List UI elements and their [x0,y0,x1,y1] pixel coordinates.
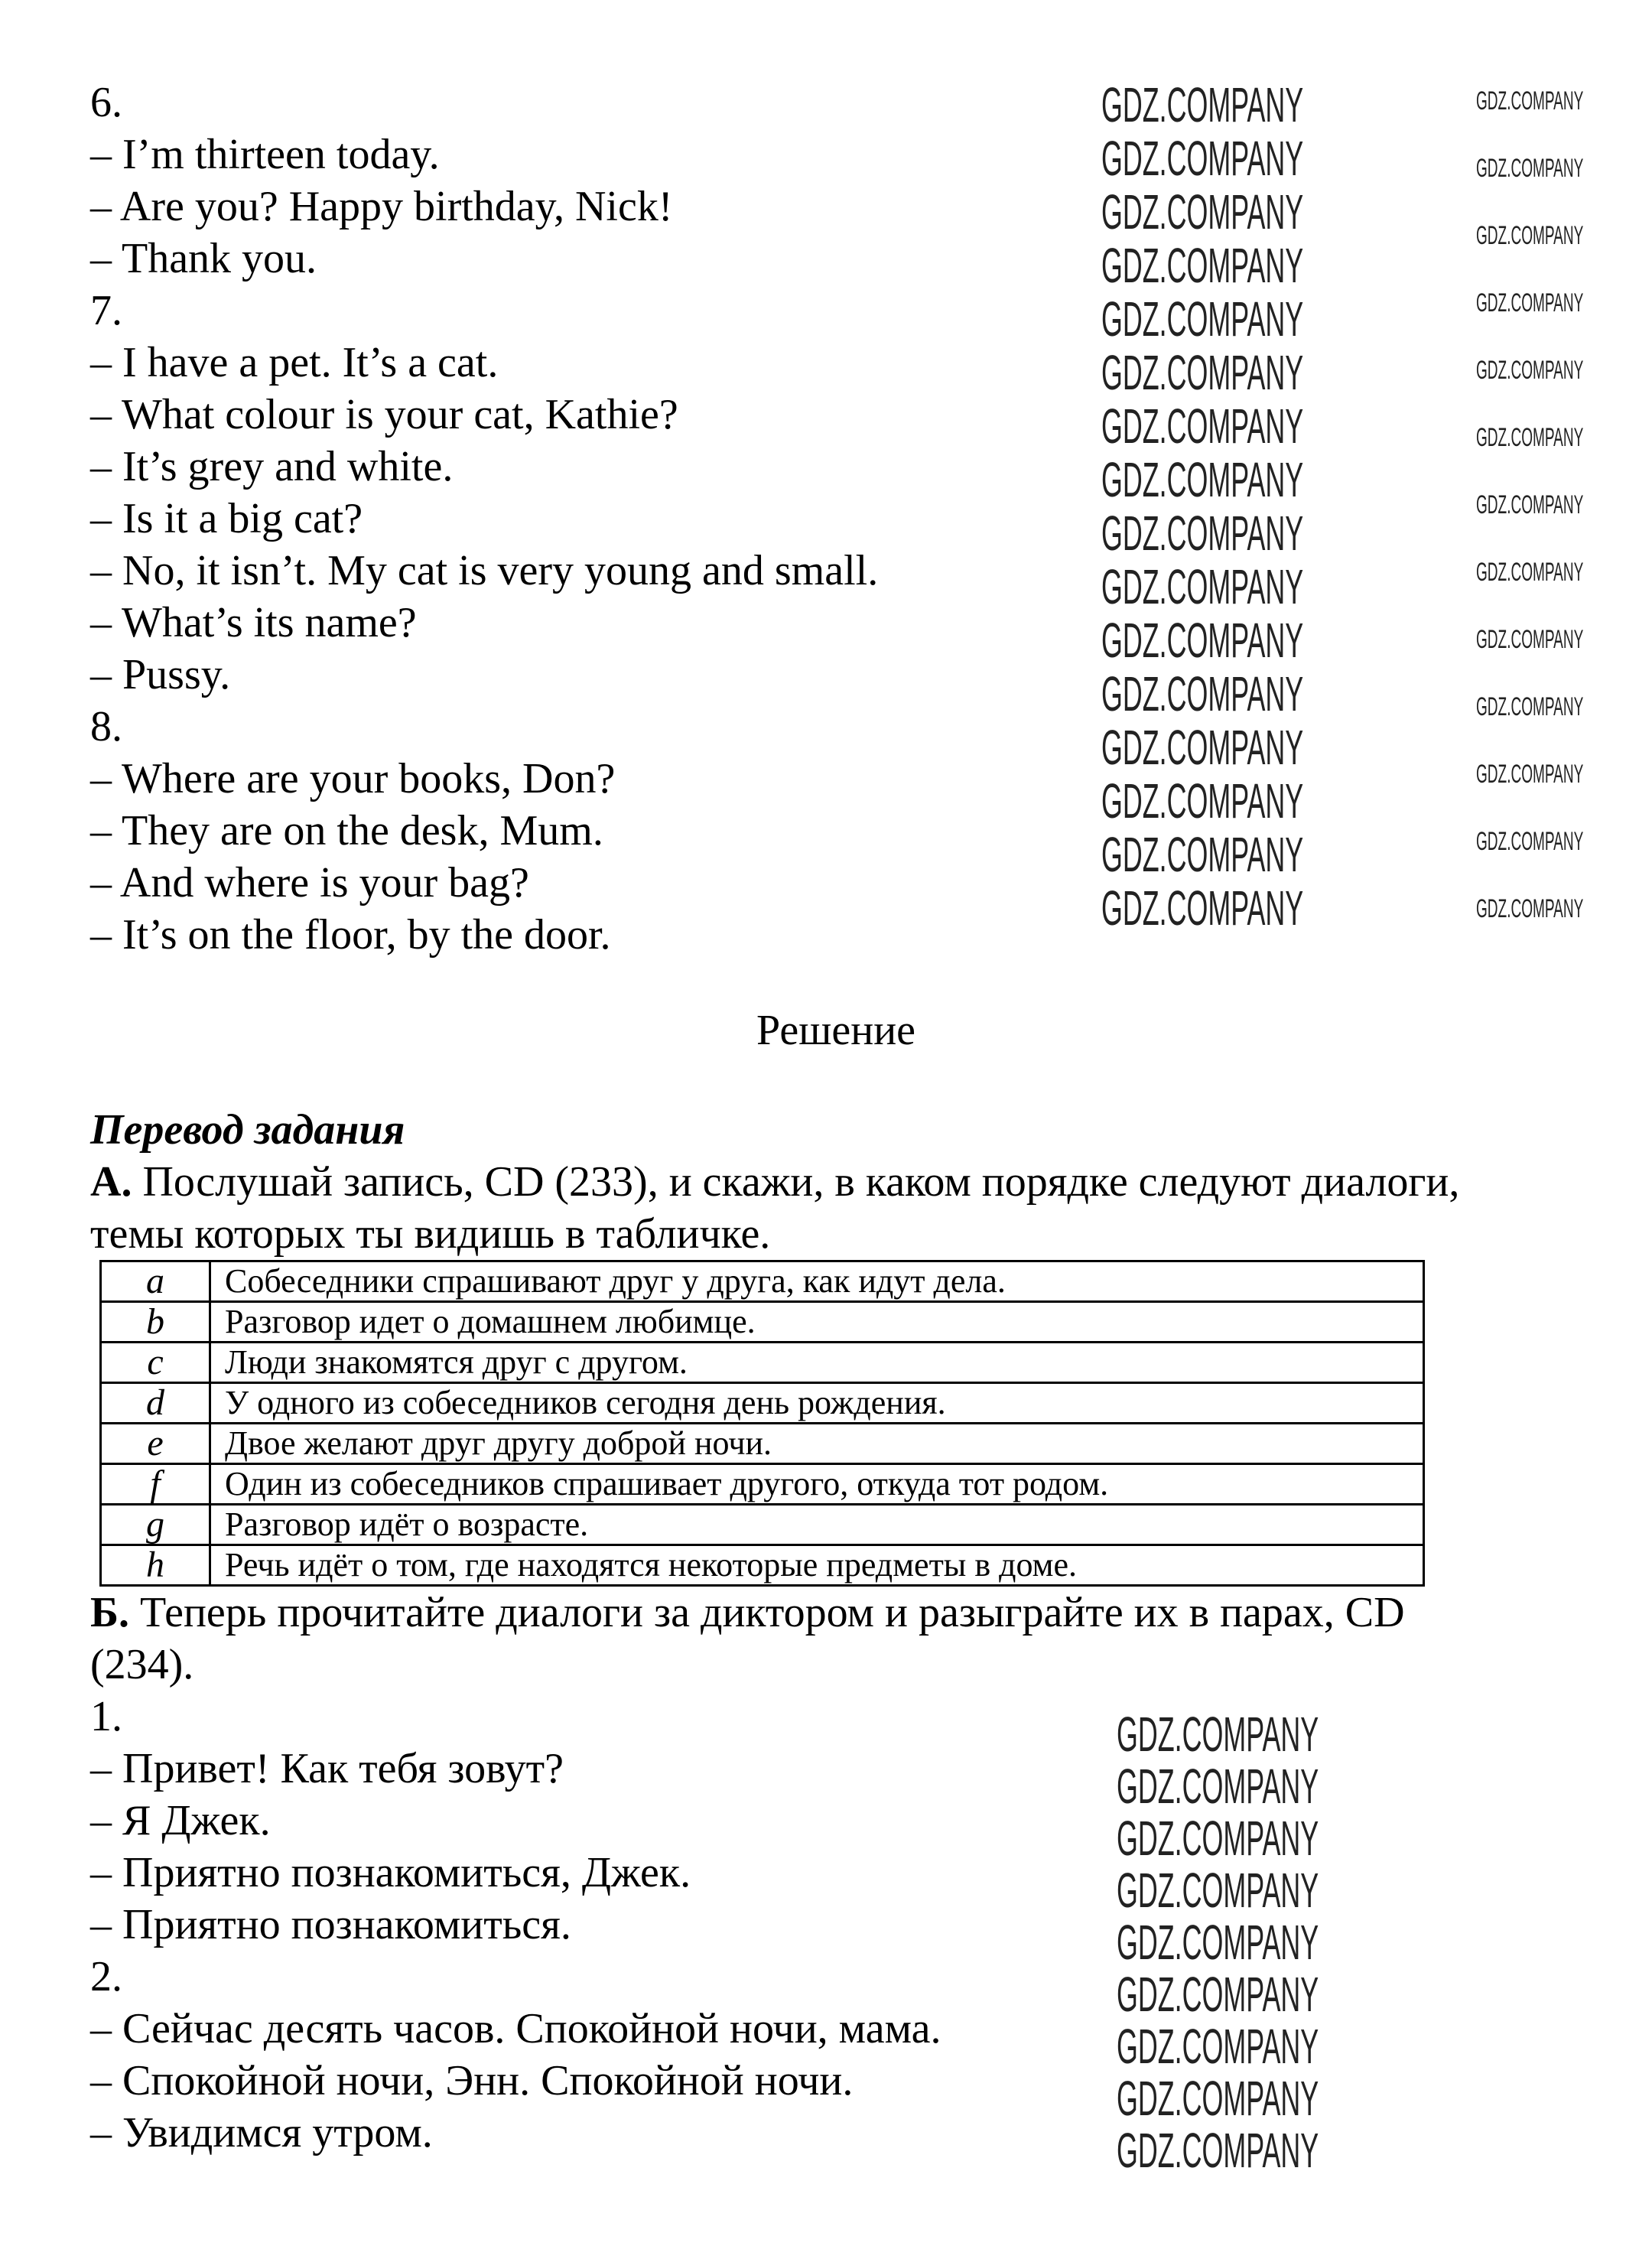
russian-dialogues [90,1691,1582,2159]
watermark: GDZ.COMPANY [1101,184,1304,239]
watermark: GDZ.COMPANY [1117,1759,1319,1814]
table-row [101,1505,1424,1545]
watermark: GDZ.COMPANY [1101,613,1304,668]
watermark: GDZ.COMPANY [1101,238,1304,293]
watermark: GDZ.COMPANY [1101,559,1304,614]
dialogue-line: – Приятно познакомиться, Джек. [90,1849,691,1896]
watermark: GDZ.COMPANY [1101,880,1304,936]
watermark: GDZ.COMPANY [1101,77,1304,132]
dialogue-line: – It’s on the floor, by the door. [90,911,611,959]
dialogue-number: 7. [90,287,122,334]
row-text: Люди знакомятся друг с другом. [210,1343,1424,1383]
row-text: Разговор идёт о возрасте. [210,1505,1424,1545]
watermark: GDZ.COMPANY [1117,1811,1319,1866]
dialogue-line: – Привет! Как тебя зовут? [90,1745,564,1792]
table-row [101,1424,1424,1464]
dialogue-line: – Приятно познакомиться. [90,1901,571,1948]
watermark: GDZ.COMPANY [1476,894,1584,923]
dialogue-number: 8. [90,703,122,750]
row-text: Один из собеседников спрашивает другого, откуда тот родом. [210,1464,1424,1505]
watermark: GDZ.COMPANY [1117,1707,1319,1762]
watermark: GDZ.COMPANY [1101,399,1304,454]
dialogue-line: – Thank you. [90,235,317,282]
watermark: GDZ.COMPANY [1476,423,1584,452]
table-row [101,1383,1424,1424]
table-row [101,1302,1424,1343]
dialogue-line: – I’m thirteen today. [90,131,440,178]
table-row [101,1464,1424,1505]
task-b-label: Б. [90,1589,130,1636]
task-a-label: А. [90,1158,132,1206]
row-letter: f [101,1464,210,1505]
dialogue-number: 1. [90,1693,122,1740]
task-a-text: Послушай запись, CD (233), и скажи, в каком порядке следуют диалоги, [132,1158,1460,1206]
watermark: GDZ.COMPANY [1476,356,1584,385]
task-a [90,1156,1459,1208]
watermark: GDZ.COMPANY [1101,773,1304,828]
watermark: GDZ.COMPANY [1101,720,1304,775]
watermark: GDZ.COMPANY [1101,291,1304,347]
row-text: Собеседники спрашивают друг у друга, как идут дела. [210,1261,1424,1302]
row-letter: e [101,1424,210,1464]
watermark: GDZ.COMPANY [1476,760,1584,789]
watermark: GDZ.COMPANY [1476,288,1584,317]
document-page [90,76,1582,2159]
task-b [90,1587,1405,1639]
dialogue-line: – Я Джек. [90,1797,271,1844]
task-b-text-continued: (234). [90,1641,194,1688]
watermark: GDZ.COMPANY [1117,2071,1319,2126]
row-text: Двое желают друг другу доброй ночи. [210,1424,1424,1464]
dialogue-line: – Сейчас десять часов. Спокойной ночи, мама. [90,2005,941,2052]
table-row [101,1343,1424,1383]
table-row [101,1261,1424,1302]
watermark: GDZ.COMPANY [1476,490,1584,519]
dialogue-line: – Увидимся утром. [90,2109,433,2156]
watermark: GDZ.COMPANY [1101,452,1304,507]
dialogue-line: – What colour is your cat, Kathie? [90,391,678,438]
watermark: GDZ.COMPANY [1117,1915,1319,1970]
watermark: GDZ.COMPANY [1476,558,1584,587]
watermark: GDZ.COMPANY [1117,2019,1319,2074]
dialogue-line: – Спокойной ночи, Энн. Спокойной ночи. [90,2057,854,2104]
dialogue-line: – Where are your books, Don? [90,755,616,802]
watermark: GDZ.COMPANY [1117,1967,1319,2022]
translation-title: Перевод задания [90,1106,405,1154]
dialogue-line: – Pussy. [90,651,231,698]
task-b-text: Теперь прочитайте диалоги за диктором и разыграйте их в парах, CD [129,1589,1405,1636]
dialogue-line: – Are you? Happy birthday, Nick! [90,183,673,230]
dialogue-line: – It’s grey and white. [90,443,454,490]
topics-table [99,1260,1425,1587]
row-text: Речь идёт о том, где находятся некоторые предметы в доме. [210,1545,1424,1586]
watermark: GDZ.COMPANY [1476,86,1584,116]
task-a-text-continued: темы которых ты видишь в табличке. [90,1210,771,1258]
watermark: GDZ.COMPANY [1101,345,1304,400]
row-letter: g [101,1505,210,1545]
dialogue-line: – No, it isn’t. My cat is very young and small. [90,547,879,594]
row-text: У одного из собеседников сегодня день рождения. [210,1383,1424,1424]
dialogue-line: – They are on the desk, Mum. [90,807,603,854]
solution-heading: Решение [756,1007,916,1054]
watermark: GDZ.COMPANY [1117,1863,1319,1918]
row-letter: b [101,1302,210,1343]
row-letter: d [101,1383,210,1424]
dialogue-line: – Is it a big cat? [90,495,363,542]
watermark: GDZ.COMPANY [1101,506,1304,561]
watermark: GDZ.COMPANY [1101,131,1304,186]
watermark: GDZ.COMPANY [1476,154,1584,183]
watermark: GDZ.COMPANY [1476,827,1584,856]
watermark: GDZ.COMPANY [1101,827,1304,882]
watermark: GDZ.COMPANY [1476,221,1584,250]
table-row [101,1545,1424,1586]
watermark: GDZ.COMPANY [1476,625,1584,654]
dialogue-number: 6. [90,79,122,126]
watermark: GDZ.COMPANY [1476,692,1584,721]
row-letter: a [101,1261,210,1302]
watermark: GDZ.COMPANY [1117,2123,1319,2178]
dialogue-line: – And where is your bag? [90,859,529,907]
dialogue-line: – I have a pet. It’s a cat. [90,339,499,386]
row-text: Разговор идет о домашнем любимце. [210,1302,1424,1343]
dialogue-number: 2. [90,1953,122,2000]
row-letter: c [101,1343,210,1383]
watermark: GDZ.COMPANY [1101,666,1304,721]
english-dialogues [90,76,1582,961]
dialogue-line: – What’s its name? [90,599,417,646]
row-letter: h [101,1545,210,1586]
